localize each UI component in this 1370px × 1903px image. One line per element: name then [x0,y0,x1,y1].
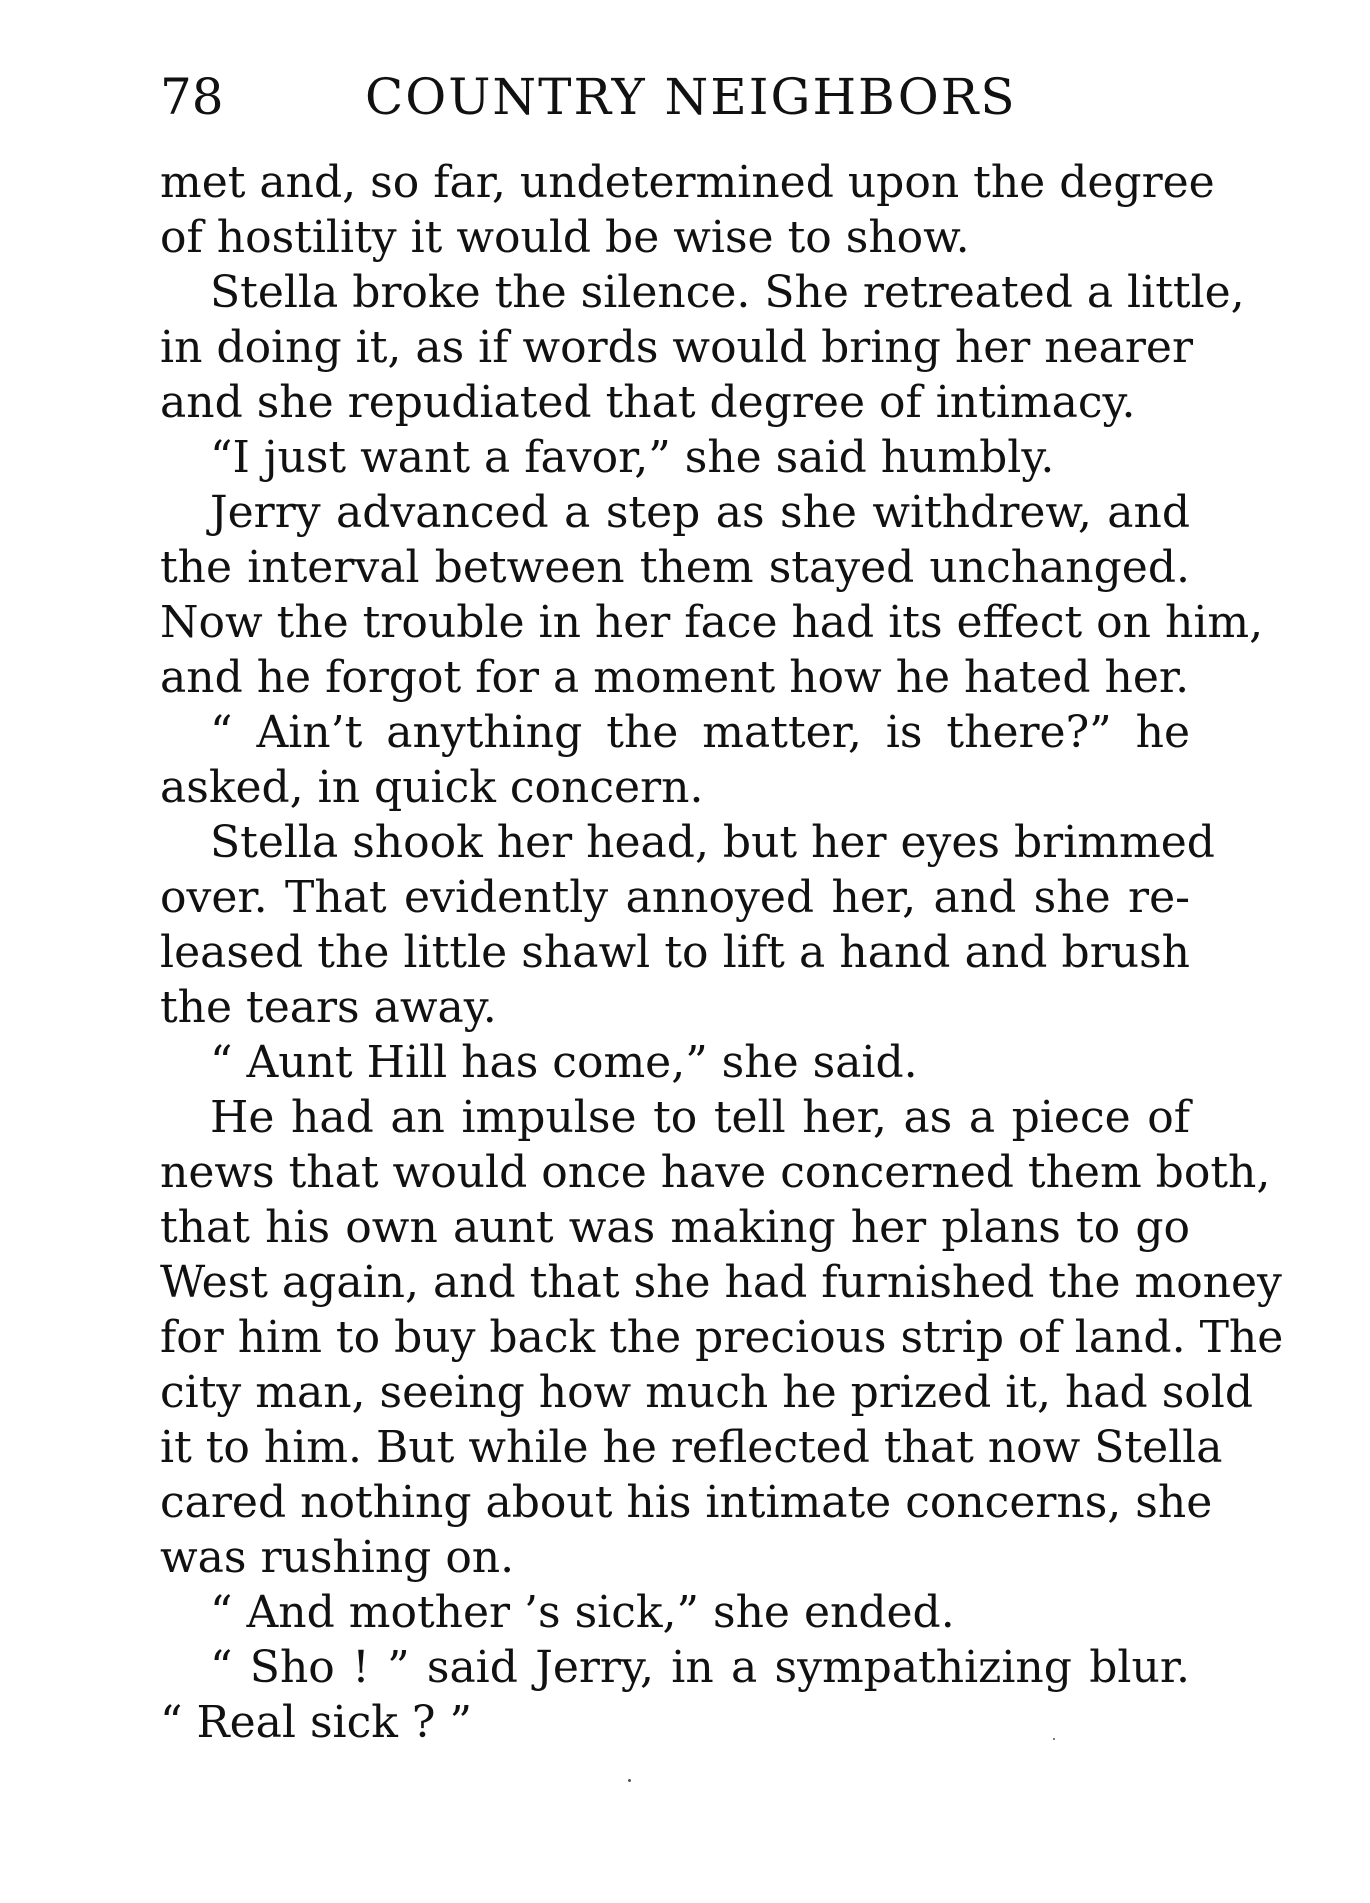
running-head: COUNTRY NEIGHBORS [365,68,1017,126]
text-line: cared nothing about his intimate concerns, she [160,1477,1213,1528]
paper-speck [628,1779,631,1782]
text-line: over. That evidently annoyed her, and she re- [160,872,1190,923]
text-line: leased the little shawl to lift a hand and brush [160,927,1190,978]
text-line: Stella broke the silence. She retreated a little, [210,267,1245,318]
text-line: Now the trouble in her face had its effect on him, [160,597,1264,648]
text-line: for him to buy back the precious strip of land. The [160,1312,1284,1363]
text-line: it to him. But while he reflected that now Stella [160,1422,1223,1473]
text-line: “ Ain’t anything the matter, is there?” he [210,707,1190,758]
text-line: met and, so far, undetermined upon the degree [160,157,1215,208]
text-line: the tears away. [160,982,497,1033]
text-line: the interval between them stayed unchanged. [160,542,1190,593]
text-line: “ And mother ’s sick,” she ended. [210,1587,955,1638]
text-line: asked, in quick concern. [160,762,704,813]
text-line: “I just want a favor,” she said humbly. [210,432,1055,483]
body-text [160,155,1284,1750]
text-line: that his own aunt was making her plans to go [160,1202,1190,1253]
text-line: West again, and that she had furnished the money [160,1257,1282,1308]
text-line: and he forgot for a moment how he hated her. [160,652,1190,703]
text-line: city man, seeing how much he prized it, had sold [160,1367,1253,1418]
text-line: Jerry advanced a step as she withdrew, and [210,487,1190,538]
text-line: in doing it, as if words would bring her nearer [160,322,1193,373]
text-line: “ Real sick ? ” [160,1697,472,1748]
text-line: “ Sho ! ” said Jerry, in a sympathizing blur. [210,1642,1190,1693]
paper-speck [1053,1738,1055,1740]
text-line: He had an impulse to tell her, as a piece of [210,1092,1190,1143]
page-header [160,62,1220,132]
page-number: 78 [160,68,224,126]
text-line: was rushing on. [160,1532,515,1583]
text-line: “ Aunt Hill has come,” she said. [210,1037,918,1088]
text-line: news that would once have concerned them both, [160,1147,1271,1198]
text-line: and she repudiated that degree of intimacy. [160,377,1136,428]
text-line: of hostility it would be wise to show. [160,212,970,263]
text-line: Stella shook her head, but her eyes brimmed [210,817,1215,868]
